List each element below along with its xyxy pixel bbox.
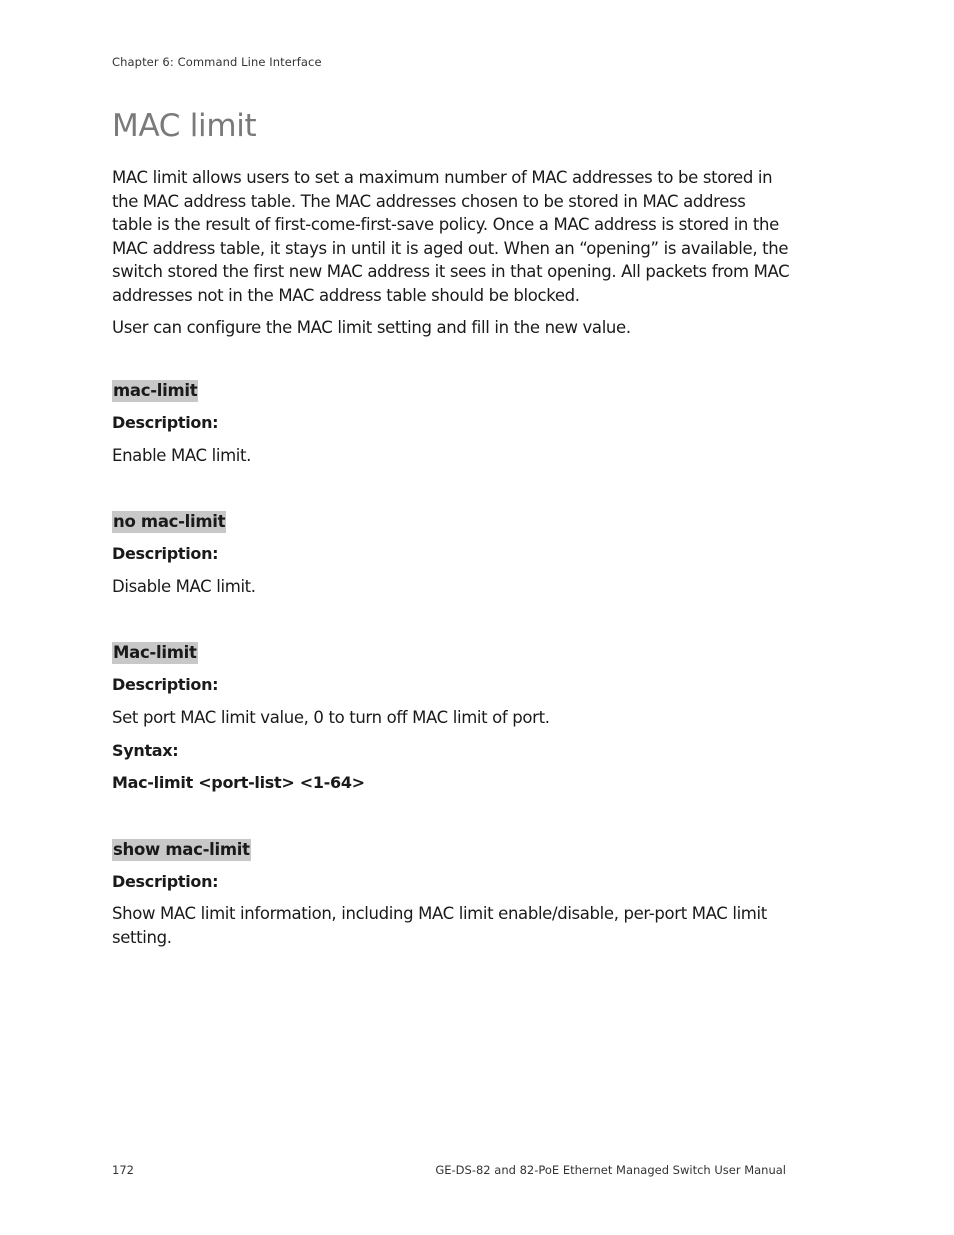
command-section-show-mac-limit	[112, 839, 790, 949]
description-text: Show MAC limit information, including MAC limit enable/disable, per-port MAC limit setting.	[112, 904, 767, 947]
command-section-port-mac-limit	[112, 642, 790, 794]
page-number: 172	[112, 1163, 134, 1177]
command-section-mac-limit	[112, 380, 790, 468]
command-section-no-mac-limit	[112, 511, 790, 599]
command-heading: mac-limit	[113, 381, 198, 400]
description-text: Set port MAC limit value, 0 to turn off MAC limit of port.	[112, 708, 550, 727]
intro-paragraph: User can configure the MAC limit setting and fill in the new value.	[112, 318, 631, 337]
syntax-text: Mac-limit <port-list> <1-64>	[112, 772, 365, 792]
description-label: Description:	[112, 872, 219, 891]
command-heading: no mac-limit	[113, 512, 226, 531]
description-label: Description:	[112, 413, 219, 432]
intro-paragraph: MAC limit allows users to set a maximum number of MAC addresses to be stored in the MAC address table. The MAC addresses chosen to be stored in MAC address table is the result of first-come-first-save policy. Once a MAC address is stored in the MAC address table, it stays in until it is aged out. When an “opening” is available, the switch stored the first new MAC address it sees in that opening. All packets from MAC addresses not in the MAC address table should be blocked.	[112, 168, 790, 305]
description-text: Enable MAC limit.	[112, 446, 252, 465]
description-label: Description:	[112, 544, 219, 563]
description-label: Description:	[112, 675, 219, 694]
intro-section	[112, 166, 790, 349]
page-title: MAC limit	[112, 108, 257, 144]
manual-title: GE-DS-82 and 82-PoE Ethernet Managed Switch User Manual	[435, 1163, 786, 1177]
syntax-label: Syntax:	[112, 740, 179, 760]
running-header: Chapter 6: Command Line Interface	[112, 55, 322, 69]
description-text: Disable MAC limit.	[112, 577, 256, 596]
command-heading: Mac-limit	[113, 643, 197, 662]
command-heading: show mac-limit	[113, 840, 250, 859]
